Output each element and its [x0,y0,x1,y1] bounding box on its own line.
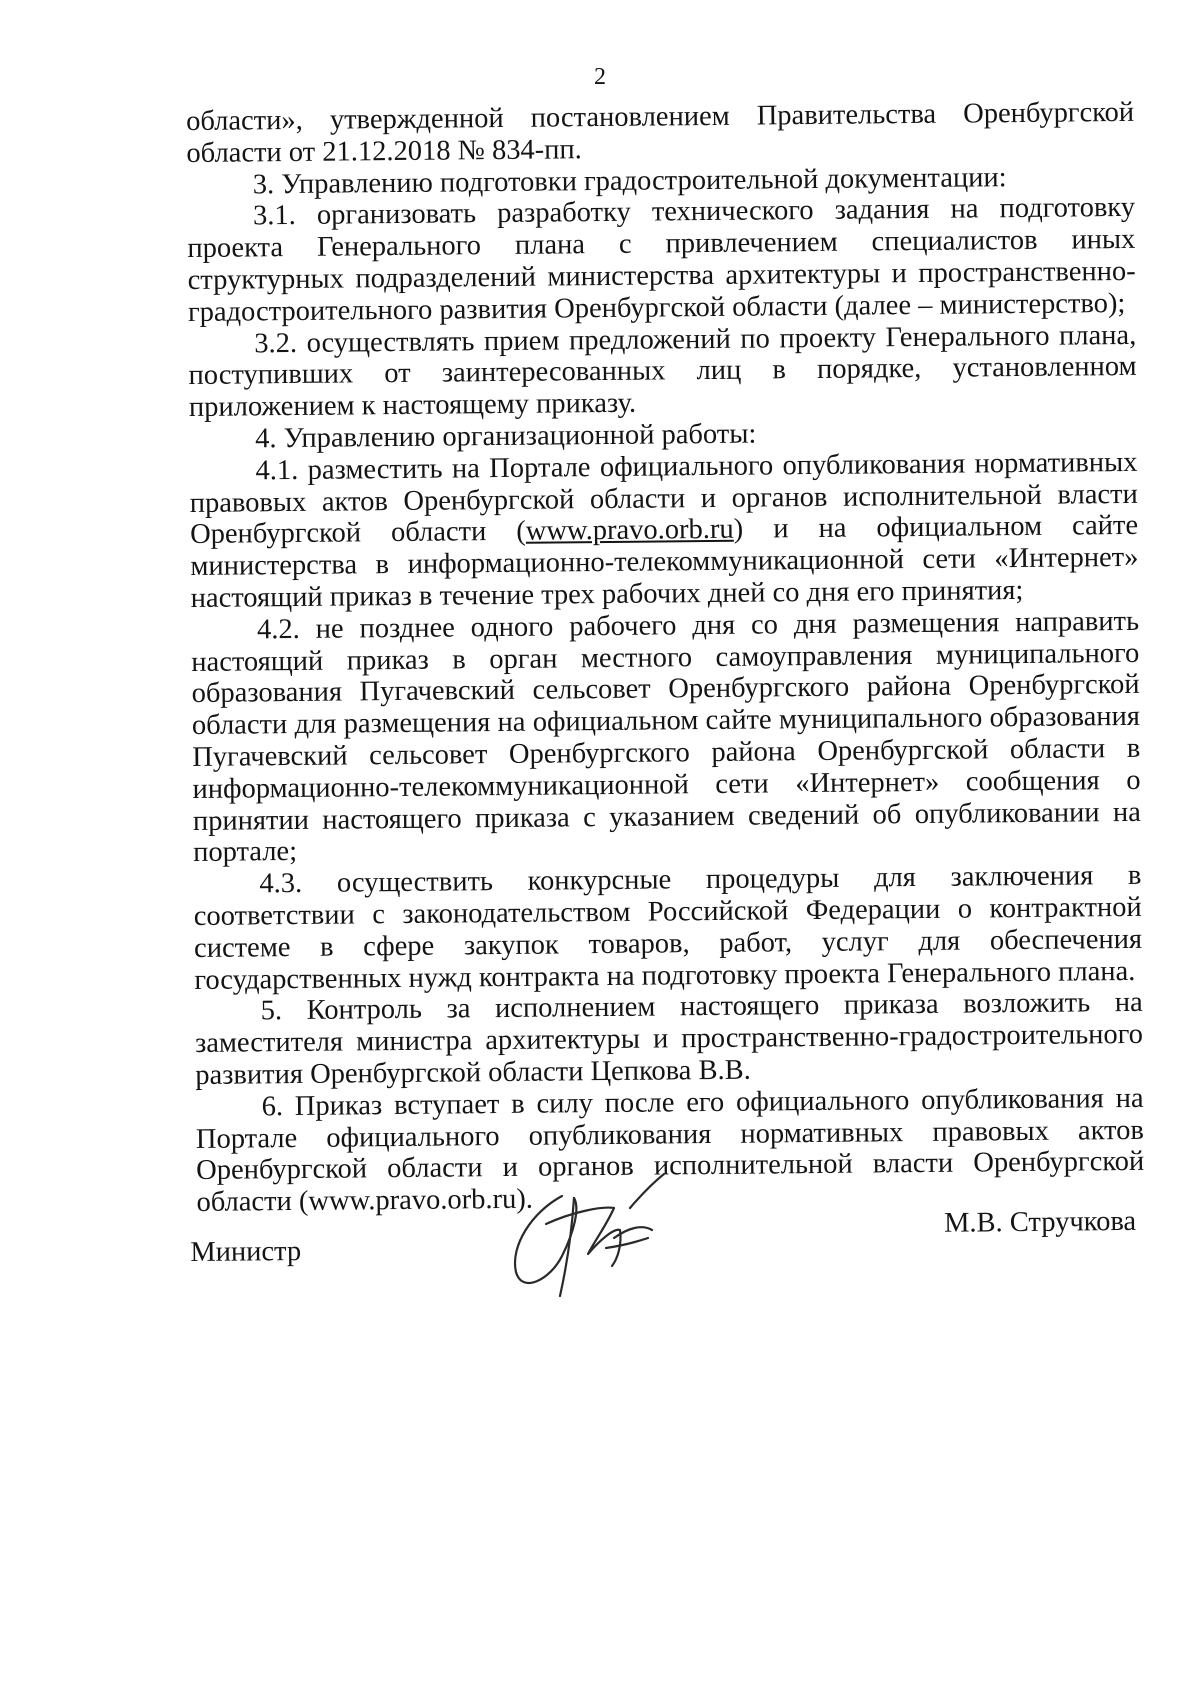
paragraph-continuation: области», утвержденной постановлением Правительства Оренбургской области от 21.12.2018 № 834-пп. [186,96,1135,169]
paragraph-item-4-1 [189,447,1138,615]
page-number: 2 [594,64,606,90]
signer-name: М.В. Стручкова [943,1205,1137,1239]
paragraph-item-4-1-text-before: 4.1. разместить на Портале официального опубликования нормативных правовых актов Оренбургской области и органов исполнительной власти Оренбургской области ( [189,446,1138,551]
paragraph-item-3: 3. Управлению подготовки градостроительной документации: [252,161,1007,200]
document-body [186,97,1145,1219]
signature-block [190,1206,1137,1275]
signer-title: Министр [190,1235,302,1268]
pravo-orb-link[interactable]: www.pravo.orb.ru [525,514,734,548]
paragraph-item-6: 6. Приказ вступает в силу после его официального опубликования на Портале официального опубликования нормативных правовых актов Оренбургской области и органов исполнительной власти Оренбургской области (www.pravo.orb.ru). [195,1082,1145,1219]
paragraph-item-3-2: 3.2. осуществлять прием предложений по проекту Генерального плана, поступивших от заинтересованных лиц в порядке, установленном приложением к настоящему приказу. [188,319,1137,424]
paragraph-item-4-2: 4.2. не позднее одного рабочего дня со дня размещения направить настоящий приказ в орган местного самоуправления муниципального образования Пугачевский сельсовет Оренбургского района Оренбургской области для размещения на официальном сайте муниципального образования Пугачевский сельсовет Оренбургского района Оренбургской области в информационно-телекоммуникационной сети «Интернет» сообщения о принятии настоящего приказа с указанием сведений об опубликовании на портале; [191,605,1141,869]
paragraph-item-4-3: 4.3. осуществить конкурсные процедуры для заключения в соответствии с законодательством Российской Федерации о контрактной системе в сфере закупок товаров, работ, услуг для обеспечения государственных нужд контракта на подготовку проекта Генерального плана. [193,859,1143,996]
paragraph-item-3-1: 3.1. организовать разработку технического задания на подготовку проекта Генерального плана с привлечением специалистов иных структурных подразделений министерства архитектуры и пространственно-градостроительного развития Оренбургской области (далее – министерство); [187,192,1136,328]
paragraph-item-4-1-text-after: ) и на официальном сайте министерства в информационно-телекоммуникационной сети «Интернет» настоящий приказ в течение трех рабочих дней со дня его принятия; [190,510,1139,614]
paragraph-item-5: 5. Контроль за исполнением настоящего приказа возложить на заместителя министра архитектуры и пространственно-градостроительного развития Оренбургской области Цепкова В.В. [194,987,1144,1091]
paragraph-item-4: 4. Управлению организационной работы: [255,418,757,455]
